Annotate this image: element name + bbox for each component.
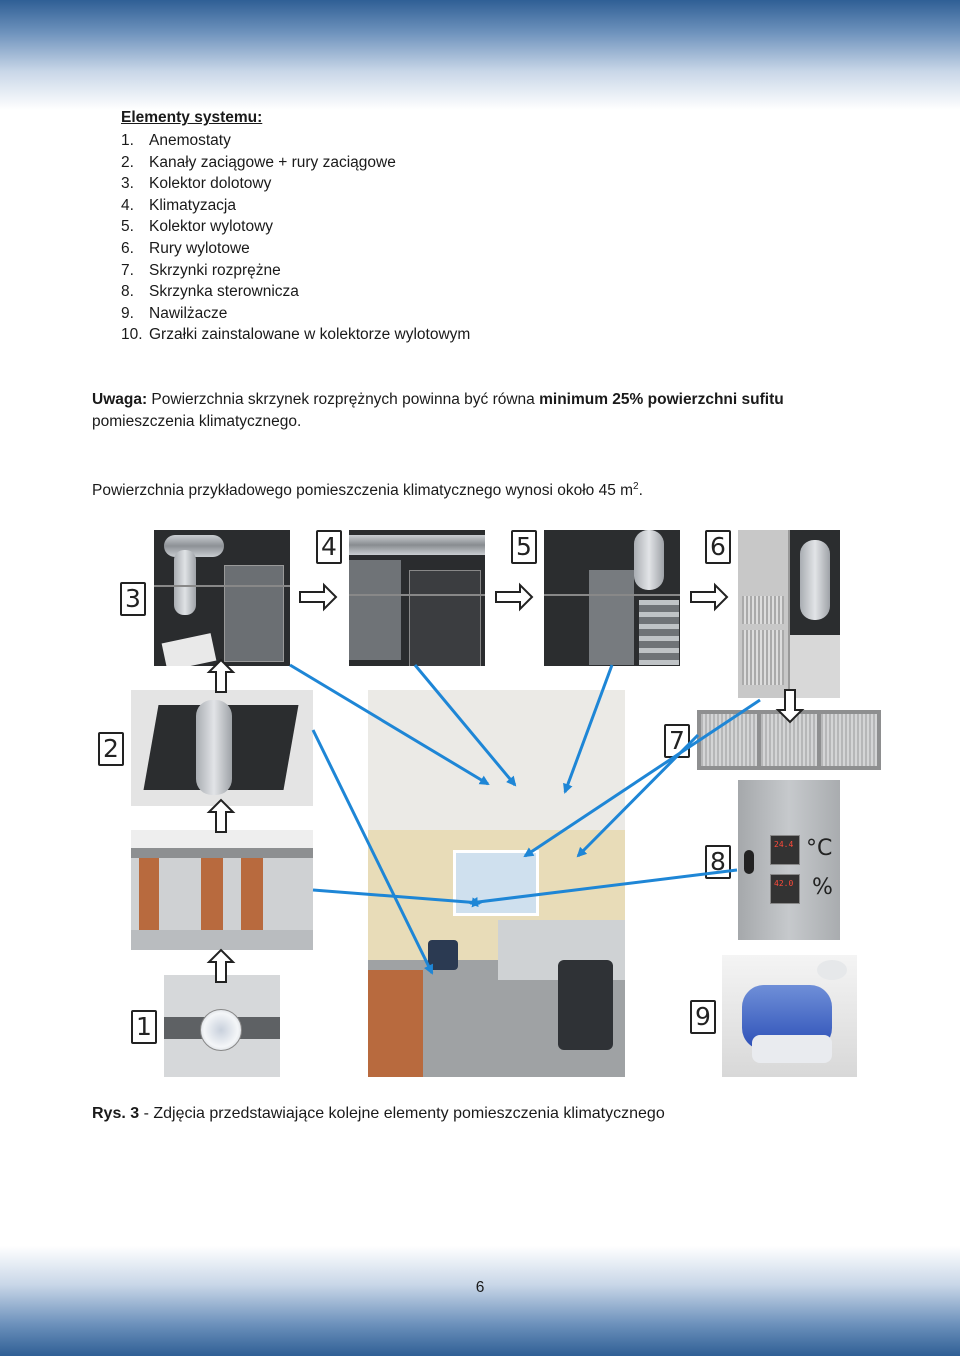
label-7: 7 bbox=[664, 724, 690, 758]
label-8: 8 bbox=[705, 845, 731, 879]
temperature-display: 24.4 bbox=[774, 840, 794, 849]
list-item: 9. Nawilżacze bbox=[121, 304, 228, 322]
down-arrow-icon bbox=[778, 690, 802, 722]
right-arrow-icon bbox=[300, 585, 727, 609]
area-paragraph: Powierzchnia przykładowego pomieszczenia klimatycznego wynosi około 45 $m^2$. bbox=[92, 481, 643, 500]
label-1: 1 bbox=[131, 1010, 157, 1044]
humidity-display: 42.0 bbox=[774, 879, 794, 888]
list-item: 7. Skrzynki rozprężne bbox=[121, 261, 281, 279]
label-5: 5 bbox=[511, 530, 537, 564]
list-item: 6. Rury wylotowe bbox=[121, 239, 250, 257]
figure-caption: Rys. 3 - Zdjęcia przedstawiające kolejne elementy pomieszczenia klimatycznego bbox=[92, 1105, 665, 1122]
blue-pointer-arrows bbox=[290, 665, 760, 973]
list-item: 3. Kolektor dolotowy bbox=[121, 175, 272, 193]
page-number: 6 bbox=[475, 1279, 485, 1296]
label-9: 9 bbox=[690, 1000, 716, 1034]
list-item: 2. Kanały zaciągowe + rury zaciągowe bbox=[121, 153, 396, 171]
system-elements-heading: Elementy systemu: bbox=[121, 109, 263, 126]
list-item: 10. Grzałki zainstalowane w kolektorze wylotowym bbox=[121, 326, 471, 344]
note-paragraph: Uwaga: Powierzchnia skrzynek rozprężnych powinna być równa minimum 25% powierzchni sufitu pomieszczenia klimatycznego. bbox=[92, 391, 784, 430]
list-item: 5. Kolektor wylotowy bbox=[121, 218, 274, 236]
celsius-label: °C bbox=[806, 836, 833, 861]
list-item: 1. Anemostaty bbox=[121, 132, 231, 149]
label-4: 4 bbox=[316, 530, 342, 564]
percent-label: % bbox=[812, 875, 833, 900]
label-2: 2 bbox=[98, 732, 124, 766]
up-arrow-icon bbox=[209, 660, 233, 982]
list-item: 4. Klimatyzacja bbox=[121, 196, 236, 214]
label-6: 6 bbox=[705, 530, 731, 564]
list-item: 8. Skrzynka sterownicza bbox=[121, 283, 299, 301]
label-3: 3 bbox=[120, 582, 146, 616]
